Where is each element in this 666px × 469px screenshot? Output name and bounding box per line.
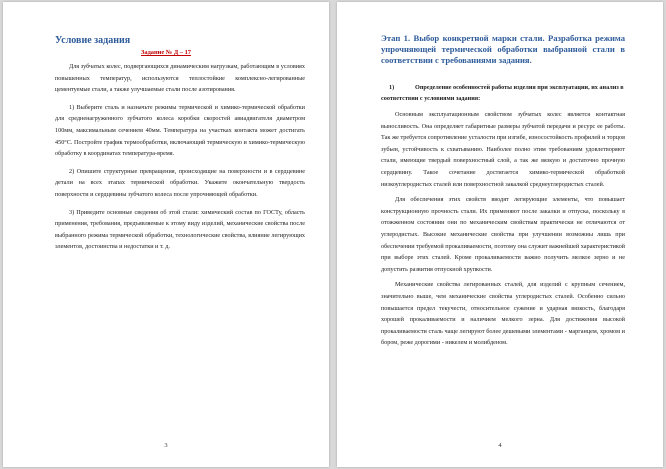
subheading — [381, 82, 625, 104]
paragraph: 1) Выберите сталь и назначьте режимы термической и химико-термической обработки для средненагруженного зубчатого колеса коробки скоростей авиадвигателя диаметром 100мм, максимальным сечением 40мм. Температура на участках контакта может достигать 450°С. Постройте график термообработки, включающий термическую и химико-термическую обработку в координатах температура-время. — [55, 103, 305, 158]
document-page-right — [337, 2, 663, 467]
paragraph: 3) Приведите основные сведения об этой стали: химический состав по ГОСТу, область применения, требования, предъявляемые к этому виду изделий, механические свойства после выбранного режима термической обработки, технологические свойства, влияние легирующих элементов, достоинства и недостатки и т. д. — [55, 208, 305, 251]
stage-heading: Этап 1. Выбор конкретной марки стали. Разработка режима упрочняющей термической обработки выбранной стали в соответствии с требованиями задания. — [381, 33, 625, 65]
document-page-left — [3, 2, 329, 467]
paragraph: Основным эксплуатационным свойством зубчатых колес является контактная выносливость. Она определяет габаритные размеры зубчатой передачи и ресурс ее работы. Так же требуется сопротивление усталости при изгибе, износостойкость профилей и торцов зубьев, устойчивость к схватыванию. Наиболее полно этим требованиям удовлетворяют стали, имеющие твердый поверхностный слой, а так же вязкую и достаточно прочную сердцевину. Такое сочетание достигается химико-термической обработкой низкоуглеродистых сталей или поверхностной закалкой среднеуглеродистых сталей. — [381, 111, 625, 188]
task-label: Задание № Д – 17 — [141, 49, 191, 56]
paragraph: Механические свойства легированных сталей, для изделий с крупным сечением, значительно выше, чем механические свойства углеродистых сталей. Особенно сильно повышается предел текучести, относительное сужение и ударная вязкость, благодаря хорошей прокаливаемости и наличием мелкого зерна. Для достижения высокой прокаливаемости сталь чаще легируют более дешевыми элементами - марганцем, хромом и бором, реже дорогими - никелем и молибденом. — [381, 281, 625, 347]
page-number: 3 — [164, 442, 168, 449]
page-number: 4 — [498, 442, 502, 449]
paragraph: Для обеспечения этих свойств вводят легирующие элементы, что повышает конструкционную прочность стали. Их применяют после закалки и отпуска, поскольку в отожженном состоянии они по механическим свойствам практически не отличаются от углеродистых. Высокие механические свойства при улучшении возможны лишь при обеспечении требуемой прокаливаемости, поэтому она служит важнейшей характеристикой при выборе этих сталей. Кроме прокаливаемости важно получить мелкое зерно и не допустить развития отпускной хрупкости. — [381, 196, 625, 273]
task-body — [55, 61, 305, 259]
subheading-number: 1) — [389, 84, 395, 91]
paragraph: Для зубчатых колес, подвергающихся динамическим нагрузкам, работающим в условиях повышенных температур, используются теплостойкие комплексно-легированные цементуемые стали, а также улучшаемые стали после азотирования. — [55, 63, 305, 94]
paragraph: 2) Опишите структурные превращения, происходящие на поверхности и в сердцевине детали на всех этапах термической обработки. Укажите окончательную твердость поверхности и сердцевины зубчатого колеса после упрочняющей обработки. — [55, 167, 305, 198]
subheading-text: Определение особенностей работы изделия при эксплуатации, их анализ в соответствии с условиями задания: — [381, 84, 624, 102]
stage-body — [381, 109, 625, 353]
page-heading: Условие задания — [55, 35, 131, 46]
